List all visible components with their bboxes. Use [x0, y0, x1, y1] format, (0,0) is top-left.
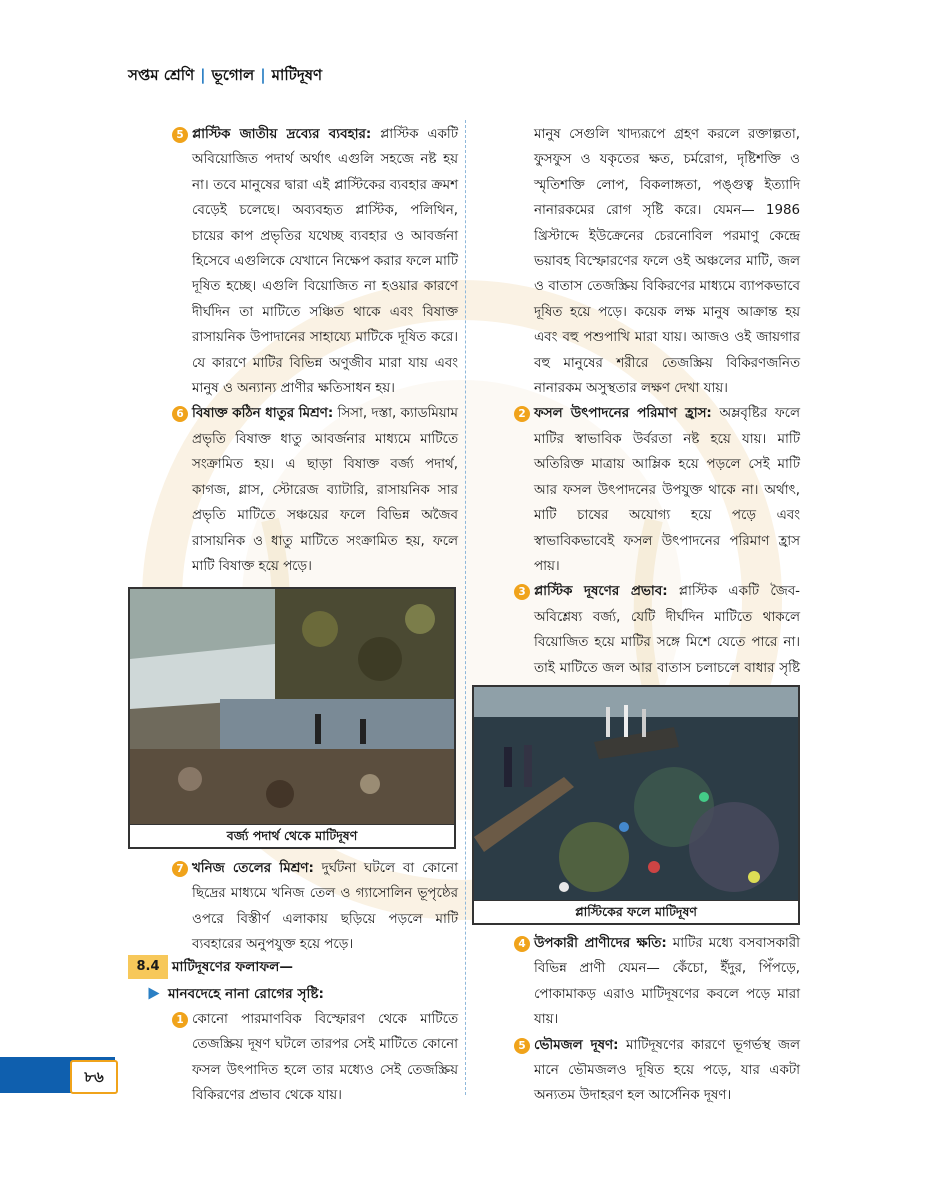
item-title: উপকারী প্রাণীদের ক্ষতি:: [534, 936, 667, 951]
right-column: [478, 122, 800, 706]
list-item: [478, 931, 800, 1033]
item-number-badge: 4: [514, 936, 530, 952]
figure-plastic-pollution: [472, 685, 800, 925]
header-chapter: মাটিদূষণ: [271, 66, 323, 84]
list-item: [478, 1033, 800, 1109]
header-subject: ভূগোল: [211, 66, 255, 84]
list-item: [128, 1007, 458, 1109]
header-separator: |: [200, 66, 206, 84]
item-number-badge: 5: [514, 1038, 530, 1054]
item-text: মাটির মধ্যে বসবাসকারী বিভিন্ন প্রাণী যেমন— কেঁচো, ইঁদুর, পিঁপড়ে, পোকামাকড় এরাও মাটিদূষণের কবলে পড়ে মারা যায়।: [534, 936, 800, 1028]
item-text: সিসা, দস্তা, ক্যাডমিয়াম প্রভৃতি বিষাক্ত ধাতু আবর্জনার মাধ্যমে মাটিতে সংক্রামিত হয়। এ ছাড়া বিষাক্ত বর্জ্য পদার্থ, কাগজ, গ্লাস, স্টোরেজ ব্যাটারি, রাসায়নিক সার প্রভৃতি মাটিতে সঞ্চয়ের ফলে বিভিন্ন অজৈব রাসায়নিক ও ধাতু মাটিতে সংক্রামিত হয়, ফলে মাটি বিষাক্ত হয়ে পড়ে।: [192, 406, 458, 574]
bullet-text: মানবদেহে নানা রোগের সৃষ্টি:: [168, 986, 324, 1002]
list-item: [128, 856, 458, 958]
section-title: মাটিদূষণের ফলাফল—: [172, 959, 293, 975]
column-divider: [465, 120, 466, 1095]
item-text: দুর্ঘটনা ঘটলে বা কোনো ছিদ্রের মাধ্যমে খনিজ তেল ও গ্যাসোলিন ভূপৃষ্ঠের ওপরে বিস্তীর্ণ এলাকায় ছড়িয়ে পড়লে মাটি ব্যবহারের অনুপযুক্ত হয়ে পড়ে।: [192, 861, 458, 953]
item-number-badge: 1: [172, 1012, 188, 1028]
item-title: ফসল উৎপাদনের পরিমাণ হ্রাস:: [534, 406, 712, 422]
item-text: কোনো পারমাণবিক বিস্ফোরণ থেকে মাটিতে তেজস্ক্রিয় দূষণ ঘটলে তারপর সেই মাটিতে কোনো ফসল উৎপাদিত হলে তার মধ্যেও সেই তেজস্ক্রিয় বিকিরণের প্রভাব থেকে যায়।: [192, 1012, 458, 1104]
list-item: [478, 401, 800, 579]
item-text: অম্লবৃষ্টির ফলে মাটির স্বাভাবিক উর্বরতা নষ্ট হয়ে যায়। মাটি অতিরিক্ত মাত্রায় আম্লিক হয়ে পড়লে সেই মাটি আর ফসল উৎপাদনের উপযুক্ত থাকে না। অর্থাৎ, মাটি চাষের অযোগ্য হয়ে পড়ে এবং স্বাভাবিকভাবেই ফসল উৎপাদনের পরিমাণ হ্রাস পায়।: [534, 406, 800, 574]
page-header: [128, 64, 322, 89]
header-class: সপ্তম শ্রেণি: [128, 66, 195, 84]
left-sub-item-wrapper: [128, 1007, 458, 1109]
figure-caption: প্লাস্টিকের ফলে মাটিদূষণ: [474, 900, 798, 923]
item-title: বিষাক্ত কঠিন ধাতুর মিশ্রণ:: [192, 406, 334, 422]
left-column-lower: [128, 856, 458, 958]
waste-photo: [130, 589, 454, 825]
item-number-badge: 6: [172, 406, 188, 422]
item-number-badge: 5: [172, 127, 188, 143]
bullet-arrow-icon: [149, 988, 160, 1000]
left-column: [128, 122, 458, 579]
item-text: মানুষ সেগুলি খাদ্যরূপে গ্রহণ করলে রক্তাল্পতা, ফুসফুস ও যকৃতের ক্ষত, চর্মরোগ, দৃষ্টিশক্তি ও স্মৃতিশক্তি লোপ, বিকলাঙ্গতা, পঙ্গুত্ব ইত্যাদি নানারকমের রোগ সৃষ্টি করে। যেমন— 1986 খ্রিস্টাব্দে ইউক্রেনের চেরনোবিল পরমাণু কেন্দ্রে ভয়াবহ বিস্ফোরণের ফলে ওই অঞ্চলের মাটি, জল ও বাতাস তেজস্ক্রিয় বিকিরণের মাধ্যমে ব্যাপকভাবে দূষিত হয়ে পড়ে। কয়েক লক্ষ মানুষ আক্রান্ত হয় এবং বহু পশুপাখি মারা যায়। আজও ওই জায়গার বহু মানুষের শরীরে তেজস্ক্রিয় বিকিরণজনিত নানারকম অসুস্থতার লক্ষণ দেখা যায়।: [534, 127, 800, 397]
item-number-badge: 2: [514, 406, 530, 422]
continuation-text: [478, 122, 800, 401]
item-text: মাটিদূষণের কারণে ভূগর্ভস্থ জল মানে ভৌমজলও দূষিত হয়ে পড়ে, যার একটা অন্যতম উদাহরণ হল আর্সেনিক দূষণ।: [534, 1037, 800, 1104]
item-number-badge: 7: [172, 861, 188, 877]
right-column-lower: [478, 931, 800, 1109]
item-title: প্লাস্টিক জাতীয় দ্রব্যের ব্যবহার:: [192, 127, 372, 142]
section-bullet: [148, 982, 324, 1006]
item-number-badge: 3: [514, 584, 530, 600]
item-title: খনিজ তেলের মিশ্রণ:: [192, 861, 314, 876]
section-number: 8.4: [128, 955, 168, 979]
plastic-photo: [474, 687, 798, 901]
figure-waste-pollution: [128, 587, 456, 849]
item-title: ভৌমজল দূষণ:: [534, 1037, 619, 1053]
item-title: প্লাস্টিক দূষণের প্রভাব:: [534, 584, 668, 600]
page-number: ৮৬: [70, 1060, 118, 1094]
list-item: [128, 122, 458, 401]
item-text: প্লাস্টিক একটি জৈব-অবিশ্লেষ্য বর্জ্য, যেটি দীর্ঘদিন মাটিতে থাকলে বিয়োজিত হয়ে মাটির সঙ্গে মিশে যেতে পারে না। তাই মাটিতে জল আর বাতাস চলাচলে বাধার সৃষ্টি: [534, 584, 800, 676]
figure-caption: বর্জ্য পদার্থ থেকে মাটিদূষণ: [130, 824, 454, 847]
item-text: প্লাস্টিক একটি অবিয়োজিত পদার্থ অর্থাৎ এগুলি সহজে নষ্ট হয় না। তবে মানুষের দ্বারা এই প্লাস্টিকের ব্যবহার ক্রমশ বেড়েই চলেছে। অব্যবহৃত প্লাস্টিক, পলিথিন, চায়ের কাপ প্রভৃতির যথেচ্ছ ব্যবহার ও আবর্জনা হিসেবে এগুলিকে যেখানে নিক্ষেপ করার ফলে মাটি দূষিত হচ্ছে। এগুলি বিয়োজিত না হওয়ার কারণে দীর্ঘদিন তা মাটিতে সঞ্চিত থাকে এবং বিষাক্ত রাসায়নিক উপাদানের সাহায্যে মাটিকে দূষিত করে। যে কারণে মাটির বিভিন্ন অণুজীব মারা যায় এবং মানুষ ও অন্যান্য প্রাণীর ক্ষতিসাধন হয়।: [192, 127, 458, 397]
list-item: [128, 401, 458, 579]
header-separator: |: [260, 66, 266, 84]
